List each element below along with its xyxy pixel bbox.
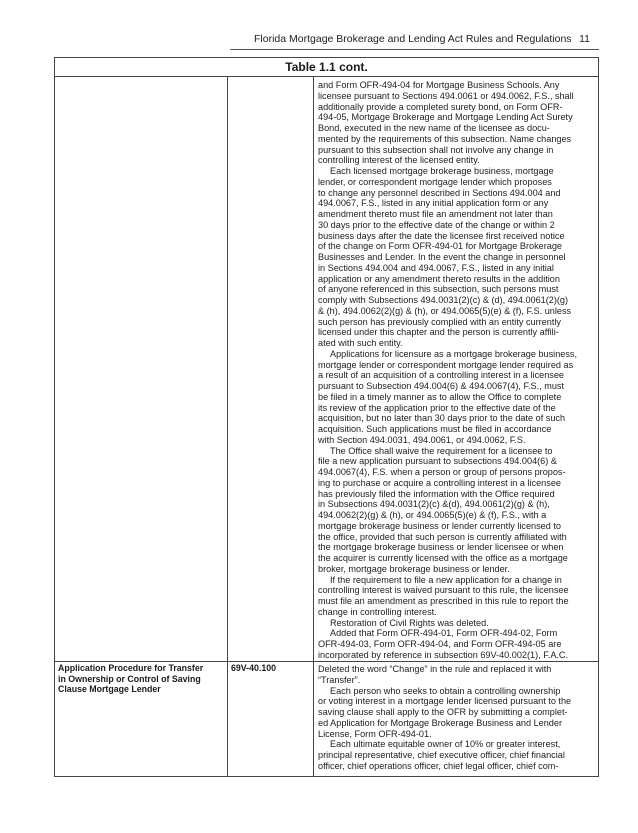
rules-table — [54, 57, 599, 777]
text-line: application or any amendment thereto results in the addition — [318, 273, 560, 284]
row2-rule-number: 69V-40.100 — [231, 663, 277, 673]
text-line: Businesses and Lender. In the event the change in personnel — [318, 252, 566, 262]
text-line: in Sections 494.004 and 494.0067, F.S., listed in any initial — [318, 262, 554, 273]
text-line: comply with Subsections 494.0031(2)(c) & (d), 494.0061(2)(g) — [318, 295, 569, 305]
text-line: Each ultimate equitable owner of 10% or greater interest, — [330, 739, 561, 750]
text-line: officer, chief operations officer, chief legal officer, chief com- — [318, 760, 559, 771]
text-line: amendment thereto must file an amendment not later than — [318, 209, 553, 219]
text-line: or voting interest in a mortgage lender licensed pursuant to the — [318, 696, 572, 707]
text-line: mortgage lender or correspondent mortgage lender required as — [318, 359, 574, 370]
text-line: ing to purchase or acquire a controlling interest in a licensee — [318, 477, 561, 488]
text-line: Each licensed mortgage brokerage business, mortgage — [330, 166, 554, 176]
text-line: 494.0062(2)(g) & (h), or 494.0065(5)(e) & (f), F.S., with a — [318, 510, 547, 520]
text-line: the office, provided that such person is currently affiliated with — [318, 531, 567, 542]
text-line: mortgage brokerage business or lender currently licensed to — [318, 520, 561, 531]
text-line: in Subsections 494.0031(2)(c) &(d), 494.0061(2)(g) & (h), — [318, 499, 550, 510]
text-line: the mortgage brokerage business or lender licensee or when — [318, 542, 564, 553]
text-line: its review of the application prior to the effective date of the — [318, 402, 556, 413]
text-line: to change any personnel described in Sections 494.004 and — [318, 187, 561, 198]
text-line: such person has previously complied with an entity currently — [318, 316, 561, 327]
text-line: License, Form OFR-494-01. — [318, 728, 432, 739]
rule-title-line: Clause Mortgage Lender — [58, 684, 161, 694]
running-header-title: Florida Mortgage Brokerage and Lending Act Rules and Regulations — [254, 33, 572, 45]
text-line: acquisition. Such applications must be filed in accordance — [318, 424, 552, 434]
text-line: be filed in a timely manner as to allow the Office to complete — [318, 391, 562, 402]
text-line: & (h), 494.0062(2)(g) & (h), or 494.0065(5)(e) & (f), F.S. unless — [318, 305, 572, 316]
running-header — [230, 33, 590, 47]
text-line: the acquirer is currently licensed with the office as a mortgage — [318, 553, 568, 563]
text-line: with Section 494.0031, 494.0061, or 494.0062, F.S. — [318, 434, 526, 445]
text-line: 30 days prior to the effective date of the change or within 2 — [318, 219, 555, 230]
text-line: of anyone referenced in this subsection, such persons must — [318, 284, 559, 295]
text-line: broker, mortgage brokerage business or lender. — [318, 563, 510, 574]
text-line: controlling interest of the licensed entity. — [318, 155, 480, 166]
text-line: licensed under this chapter and the person is currently affili- — [318, 327, 559, 338]
text-line: pursuant to this subsection shall not involve any change in — [318, 144, 554, 155]
text-line: mented by the requirements of this subsection. Name changes — [318, 133, 572, 144]
row-divider — [55, 661, 598, 662]
text-line: ed Application for Mortgage Brokerage Business and Lender — [318, 717, 562, 728]
text-line: file a new application pursuant to subsections 494.004(6) & — [318, 456, 557, 467]
text-line: Deleted the word “Change” in the rule and replaced it with — [318, 664, 552, 674]
text-line: 494.0067(4), F.S. when a person or group of persons propos- — [318, 467, 566, 477]
text-line: principal representative, chief executive officer, chief financial — [318, 750, 565, 760]
text-line: Restoration of Civil Rights was deleted. — [330, 617, 489, 628]
text-line: Each person who seeks to obtain a controlling ownership — [330, 685, 561, 696]
text-line: additionally provide a completed surety bond, on Form OFR- — [318, 101, 563, 112]
text-line: OFR-494-03, Form OFR-494-04, and Form OFR-494-05 are — [318, 639, 562, 649]
text-line: “Transfer”. — [318, 674, 361, 685]
text-line: a result of an acquisition of a controlling interest in a licensee — [318, 370, 565, 381]
text-line: acquisition, but no later than 30 days prior to the date of such — [318, 413, 566, 424]
text-line: 494.0067, F.S., listed in any initial application form or any — [318, 198, 549, 209]
text-line: If the requirement to file a new application for a change in — [330, 574, 562, 585]
text-line: Bond, executed in the new name of the licensee as docu- — [318, 123, 550, 133]
row2-notes-cell — [318, 664, 598, 772]
text-line: saving clause shall apply to the OFR by submitting a complet- — [318, 707, 568, 717]
page-number: 11 — [579, 33, 590, 45]
text-line: licensee pursuant to Sections 494.0061 or 494.0062, F.S., shall — [318, 90, 574, 101]
text-line: business days after the date the licensee first received notice — [318, 230, 565, 241]
rule-title-line: in Ownership or Control of Saving — [58, 673, 201, 684]
text-line: 494-05, Mortgage Brokerage and Mortgage Lending Act Surety — [318, 112, 573, 123]
text-line: ated with such entity. — [318, 338, 403, 348]
row2-rule-title-cell — [58, 663, 223, 695]
text-line: of the change on Form OFR-494-01 for Mortgage Brokerage — [318, 241, 562, 252]
text-line: pursuant to Subsection 494.004(6) & 494.0067(4), F.S., must — [318, 381, 565, 391]
table-caption: Table 1.1 cont. — [55, 58, 598, 77]
text-line: lender, or correspondent mortgage lender which proposes — [318, 176, 552, 187]
text-line: Applications for licensure as a mortgage brokerage business, — [330, 348, 578, 359]
column-divider-1 — [227, 76, 228, 776]
row1-notes-cell — [318, 80, 598, 661]
column-divider-2 — [313, 76, 314, 776]
text-line: incorporated by reference in subsection 69V-40.002(1), F.A.C. — [318, 649, 569, 660]
text-line: controlling interest is waived pursuant to this rule, the licensee — [318, 585, 569, 596]
rule-title-line: Application Procedure for Transfer — [58, 663, 204, 673]
text-line: change in controlling interest. — [318, 606, 437, 617]
text-line: and Form OFR-494-04 for Mortgage Business Schools. Any — [318, 80, 560, 90]
text-line: has previously filed the information with the Office required — [318, 488, 555, 499]
header-rule — [230, 49, 599, 50]
text-line: The Office shall waive the requirement for a licensee to — [330, 445, 553, 456]
text-line: Added that Form OFR-494-01, Form OFR-494-02, Form — [330, 628, 558, 639]
text-line: must file an amendment as prescribed in this rule to report the — [318, 596, 569, 606]
